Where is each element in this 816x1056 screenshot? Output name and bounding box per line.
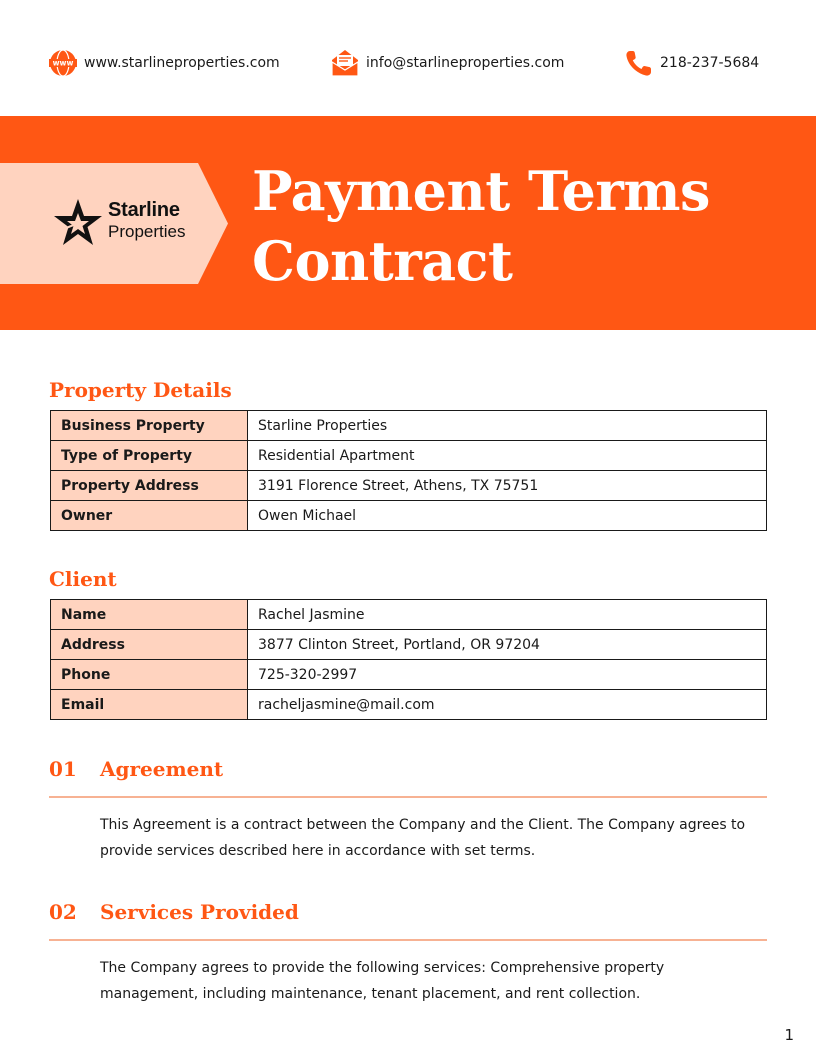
section-number: 02 [49, 900, 77, 924]
row-label: Email [51, 690, 248, 720]
property-details-heading: Property Details [49, 378, 232, 402]
star-logo-icon [52, 197, 104, 249]
section-services-heading [49, 900, 767, 948]
web-icon-text: www [52, 58, 74, 68]
table-row [51, 690, 767, 720]
logo-name: Starline [108, 199, 180, 221]
title-line-1: Payment Terms [252, 159, 710, 223]
row-value: Residential Apartment [248, 441, 767, 471]
logo-subtitle: Properties [108, 222, 186, 241]
section-services-body: The Company agrees to provide the following services: Comprehensive property management, including maintenance, tenant placement, and rent collection. [100, 960, 665, 1002]
row-value: 3191 Florence Street, Athens, TX 75751 [248, 471, 767, 501]
section-agreement-heading [49, 757, 767, 805]
email-text[interactable]: info@starlineproperties.com [366, 55, 565, 71]
table-row [51, 660, 767, 690]
row-label: Property Address [51, 471, 248, 501]
row-value: Owen Michael [248, 501, 767, 531]
section-title: Agreement [100, 757, 224, 781]
page-title [252, 156, 812, 296]
section-number: 01 [49, 757, 77, 781]
property-details-table [50, 410, 767, 531]
website-text[interactable]: www.starlineproperties.com [84, 55, 280, 71]
contact-bar [48, 46, 768, 80]
phone-icon [624, 48, 654, 78]
row-label: Owner [51, 501, 248, 531]
globe-icon [48, 48, 78, 78]
row-value: 3877 Clinton Street, Portland, OR 97204 [248, 630, 767, 660]
row-label: Name [51, 600, 248, 630]
table-row [51, 600, 767, 630]
table-row [51, 411, 767, 441]
client-heading: Client [49, 567, 117, 591]
row-value: racheljasmine@mail.com [248, 690, 767, 720]
logo-tab [0, 163, 230, 284]
envelope-icon [330, 48, 360, 78]
phone-contact[interactable] [624, 46, 759, 80]
row-label: Phone [51, 660, 248, 690]
section-agreement-body: This Agreement is a contract between the Company and the Client. The Company agrees to provide services described here in accordance with set terms. [100, 817, 746, 859]
section-divider [49, 796, 767, 798]
row-label: Address [51, 630, 248, 660]
email-contact[interactable] [330, 46, 564, 80]
table-row [51, 471, 767, 501]
section-divider [49, 939, 767, 941]
table-row [51, 441, 767, 471]
table-row [51, 501, 767, 531]
section-title: Services Provided [100, 900, 299, 924]
website-contact[interactable] [48, 46, 280, 80]
row-label: Business Property [51, 411, 248, 441]
row-value: 725-320-2997 [248, 660, 767, 690]
row-label: Type of Property [51, 441, 248, 471]
page-number: 1 [784, 1026, 794, 1044]
row-value: Rachel Jasmine [248, 600, 767, 630]
client-table [50, 599, 767, 720]
header-banner [0, 116, 816, 330]
title-line-2: Contract [252, 229, 513, 293]
phone-text[interactable]: 218-237-5684 [660, 55, 760, 71]
table-row [51, 630, 767, 660]
row-value: Starline Properties [248, 411, 767, 441]
